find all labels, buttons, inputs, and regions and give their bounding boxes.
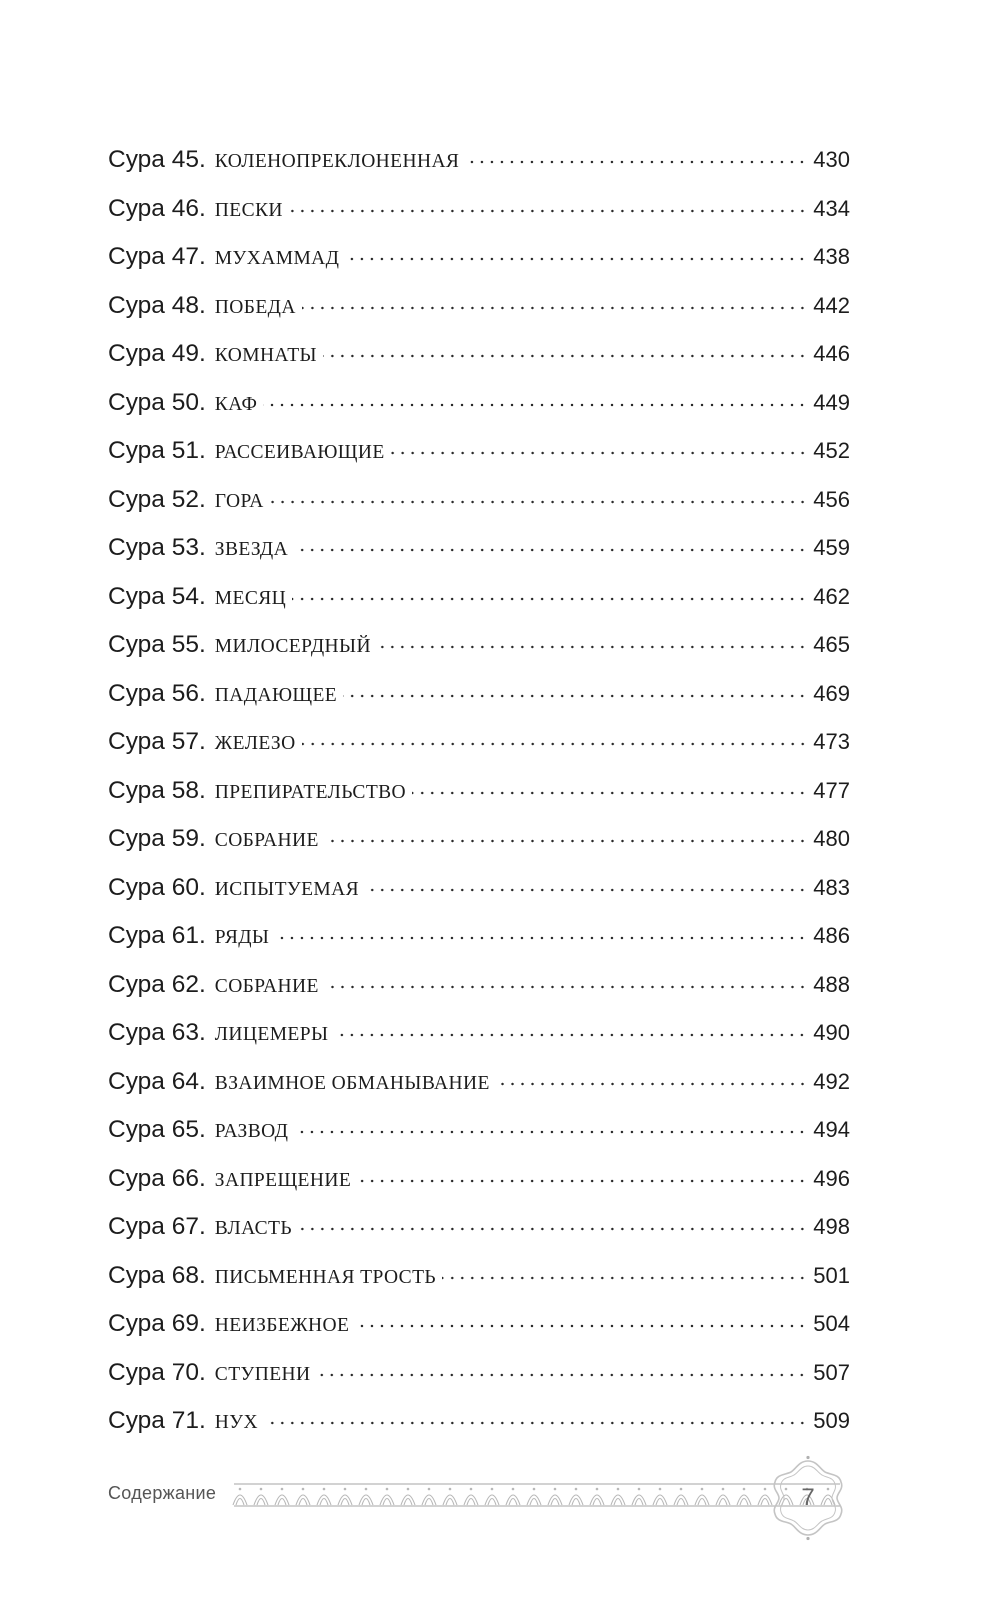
toc-entry-title: КОМНАТЫ <box>214 345 317 366</box>
toc-entry <box>108 185 850 234</box>
toc-entry-number: Сура 60. <box>108 873 206 901</box>
toc-entry-page: 449 <box>813 389 850 415</box>
dot-leader <box>302 742 808 746</box>
toc-entry <box>108 573 850 622</box>
dot-leader <box>391 451 808 455</box>
dot-leader <box>343 694 807 698</box>
toc-entry-page: 490 <box>813 1020 850 1045</box>
dot-leader <box>289 209 807 213</box>
dot-leader <box>365 888 807 892</box>
toc-entry <box>108 718 850 767</box>
toc-entry-number: Сура 47. <box>108 243 206 270</box>
toc-entry-title: НУХ <box>214 1412 258 1433</box>
toc-entry-title: РАЗВОД <box>214 1121 289 1142</box>
toc-entry-page: 469 <box>813 680 850 706</box>
toc-entry-page: 456 <box>813 486 850 512</box>
toc-entry-page: 438 <box>813 244 850 269</box>
toc-entry-page: 498 <box>813 1214 850 1239</box>
dot-leader <box>270 500 808 504</box>
toc-entry-page: 488 <box>813 971 850 997</box>
toc-entry-page: 452 <box>813 438 850 463</box>
toc-entry-title: ИСПЫТУЕМАЯ <box>214 878 360 900</box>
toc-entry-number: Сура 70. <box>108 1358 206 1386</box>
dot-leader <box>377 645 807 649</box>
toc-entry-page: 509 <box>813 1408 850 1433</box>
toc-entry-number: Сура 62. <box>108 970 206 998</box>
toc-entry-title: СОБРАНИЕ <box>214 830 319 851</box>
toc-entry-title: ЗАПРЕЩЕНИЕ <box>214 1169 352 1191</box>
dot-leader <box>275 936 807 940</box>
toc-entry-page: 477 <box>813 777 850 803</box>
toc-entry-number: Сура 53. <box>108 534 206 561</box>
toc-entry-title: МУХАММАД <box>214 248 340 269</box>
toc-entry-number: Сура 66. <box>108 1164 206 1192</box>
toc-entry-title: ГОРА <box>214 490 264 512</box>
toc-entry-page: 486 <box>813 923 850 948</box>
toc-entry-number: Сура 68. <box>108 1261 206 1289</box>
dot-leader <box>412 791 807 795</box>
toc-entry <box>108 1349 850 1398</box>
toc-entry-number: Сура 58. <box>108 776 206 804</box>
toc-entry <box>108 1252 850 1301</box>
toc-entry-number: Сура 46. <box>108 194 206 222</box>
toc-entry-page: 501 <box>813 1262 850 1288</box>
toc-entry-title: ЛИЦЕМЕРЫ <box>214 1024 329 1045</box>
toc-entry <box>108 330 850 379</box>
dot-leader <box>357 1179 807 1183</box>
toc-entry-page: 504 <box>813 1311 850 1336</box>
toc-entry-title: НЕИЗБЕЖНОЕ <box>214 1315 350 1336</box>
dot-leader <box>325 839 807 843</box>
toc-entry <box>108 1009 850 1058</box>
toc-entry-number: Сура 50. <box>108 388 206 416</box>
toc-entry-number: Сура 49. <box>108 340 206 367</box>
toc-entry-title: ПАДАЮЩЕЕ <box>214 684 338 706</box>
toc-entry-page: 430 <box>813 147 850 172</box>
toc-entry <box>108 912 850 961</box>
toc-entry <box>108 379 850 428</box>
toc-entry <box>108 1106 850 1155</box>
toc-entry-title: ВЗАИМНОЕ ОБМАНЫВАНИЕ <box>214 1072 490 1094</box>
dot-leader <box>292 597 807 601</box>
dot-leader <box>263 403 807 407</box>
dot-leader <box>316 1373 807 1377</box>
toc-entry <box>108 815 850 864</box>
toc-entry <box>108 427 850 476</box>
dot-leader <box>325 985 807 989</box>
toc-entry-title: МЕСЯЦ <box>214 587 287 609</box>
dot-leader <box>334 1033 807 1037</box>
toc-entry <box>108 282 850 331</box>
toc-entry-number: Сура 71. <box>108 1407 206 1434</box>
toc-entry-page: 442 <box>813 292 850 318</box>
dot-leader <box>442 1276 807 1280</box>
page-number: 7 <box>801 1484 815 1511</box>
toc-entry-page: 492 <box>813 1068 850 1094</box>
toc-entry-number: Сура 69. <box>108 1310 206 1337</box>
toc-entry-title: СТУПЕНИ <box>214 1363 311 1385</box>
toc-entry-title: ЖЕЛЕЗО <box>214 733 296 754</box>
toc-entry-number: Сура 61. <box>108 922 206 949</box>
dot-leader <box>298 1227 807 1231</box>
dot-leader <box>465 160 807 164</box>
toc-entry-number: Сура 64. <box>108 1067 206 1095</box>
toc-entry <box>108 1397 850 1446</box>
toc-entry-number: Сура 65. <box>108 1116 206 1143</box>
toc-entry <box>108 233 850 282</box>
toc-entry-title: ВЛАСТЬ <box>214 1218 292 1239</box>
toc-entry-number: Сура 56. <box>108 679 206 707</box>
dot-leader <box>323 354 807 358</box>
toc-entry-number: Сура 51. <box>108 437 206 464</box>
toc-entry-title: КАФ <box>214 393 258 415</box>
toc-entry-number: Сура 48. <box>108 291 206 319</box>
toc-entry-page: 462 <box>813 583 850 609</box>
toc-entry-number: Сура 54. <box>108 582 206 610</box>
toc-entry-title: РЯДЫ <box>214 927 270 948</box>
toc-entry <box>108 670 850 719</box>
toc-entry-title: СОБРАНИЕ <box>214 975 319 997</box>
toc-entry-title: ПРЕПИРАТЕЛЬСТВО <box>214 781 407 803</box>
toc-entry-number: Сура 63. <box>108 1019 206 1046</box>
toc-entry-title: ЗВЕЗДА <box>214 539 289 560</box>
dot-leader <box>345 257 807 261</box>
toc-entry-title: КОЛЕНОПРЕКЛОНЕННАЯ <box>214 151 460 172</box>
toc-entry-page: 459 <box>813 535 850 560</box>
toc-entry <box>108 476 850 525</box>
table-of-contents <box>108 136 850 1446</box>
toc-entry <box>108 136 850 185</box>
toc-entry <box>108 524 850 573</box>
toc-entry-number: Сура 52. <box>108 485 206 513</box>
ornamental-border-icon <box>228 1479 846 1511</box>
toc-entry-page: 473 <box>813 729 850 754</box>
dot-leader <box>496 1082 808 1086</box>
toc-entry-page: 494 <box>813 1117 850 1142</box>
toc-entry-page: 434 <box>813 195 850 221</box>
toc-entry-page: 465 <box>813 632 850 657</box>
dot-leader <box>294 1130 807 1134</box>
toc-entry-title: РАССЕИВАЮЩИЕ <box>214 442 385 463</box>
toc-entry <box>108 864 850 913</box>
toc-entry-page: 446 <box>813 341 850 366</box>
toc-entry-number: Сура 45. <box>108 146 206 173</box>
page-footer <box>108 1455 868 1535</box>
toc-entry-number: Сура 59. <box>108 825 206 852</box>
toc-entry <box>108 621 850 670</box>
dot-leader <box>302 306 807 310</box>
toc-entry-number: Сура 67. <box>108 1213 206 1240</box>
section-label: Содержание <box>108 1483 217 1503</box>
toc-entry-page: 480 <box>813 826 850 851</box>
toc-entry <box>108 1155 850 1204</box>
toc-entry-title: МИЛОСЕРДНЫЙ <box>214 636 371 657</box>
toc-entry-page: 507 <box>813 1359 850 1385</box>
toc-entry <box>108 1203 850 1252</box>
toc-entry <box>108 961 850 1010</box>
page-number-badge <box>765 1455 851 1541</box>
dot-leader <box>355 1324 807 1328</box>
toc-entry-page: 483 <box>813 874 850 900</box>
toc-entry <box>108 1058 850 1107</box>
toc-entry-title: ПИСЬМЕННАЯ ТРОСТЬ <box>214 1266 436 1288</box>
toc-entry <box>108 767 850 816</box>
toc-entry <box>108 1300 850 1349</box>
toc-entry-title: ПЕСКИ <box>214 199 283 221</box>
toc-entry-page: 496 <box>813 1165 850 1191</box>
toc-entry-number: Сура 55. <box>108 631 206 658</box>
toc-entry-number: Сура 57. <box>108 728 206 755</box>
dot-leader <box>294 548 807 552</box>
toc-entry-title: ПОБЕДА <box>214 296 296 318</box>
dot-leader <box>264 1421 807 1425</box>
